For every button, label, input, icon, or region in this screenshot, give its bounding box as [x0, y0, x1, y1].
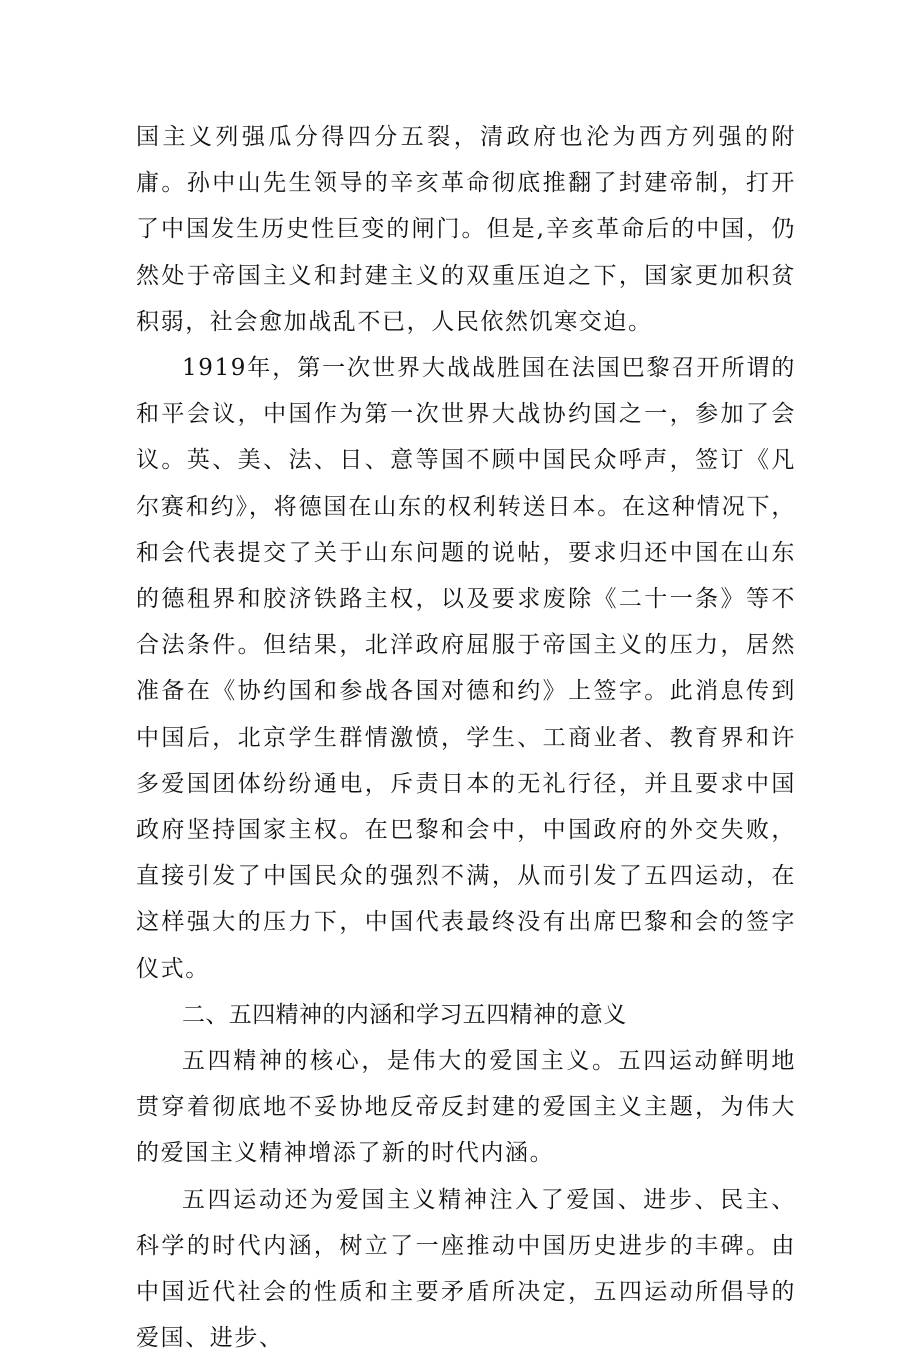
document-page	[136, 114, 796, 1361]
paragraph-1919-paris-conference: 1919年，第一次世界大战战胜国在法国巴黎召开所谓的和平会议，中国作为第一次世界大战协约国之一，参加了会议。英、美、法、日、意等国不顾中国民众呼声，签订《凡尔赛和约》，将德国在山东的权利转送日本。在这种情况下，和会代表提交了关于山东问题的说帖，要求归还中国在山东的德租界和胶济铁路主权，以及要求废除《二十一条》等不合法条件。但结果，北洋政府屈服于帝国主义的压力，居然准备在《协约国和参战各国对德和约》上签字。此消息传到中国后，北京学生群情激愤，学生、工商业者、教育界和许多爱国团体纷纷通电，斥责日本的无礼行径，并且要求中国政府坚持国家主权。在巴黎和会中，中国政府的外交失败，直接引发了中国民众的强烈不满，从而引发了五四运动，在这样强大的压力下，中国代表最终没有出席巴黎和会的签字仪式。	[136, 355, 796, 982]
paragraph-may-fourth-connotation: 五四运动还为爱国主义精神注入了爱国、进步、民主、科学的时代内涵，树立了一座推动中国历史进步的丰碑。由中国近代社会的性质和主要矛盾所决定，五四运动所倡导的爱国、进步、	[136, 1186, 796, 1352]
paragraph-continuation: 国主义列强瓜分得四分五裂，清政府也沦为西方列强的附庸。孙中山先生领导的辛亥革命彻底推翻了封建帝制，打开了中国发生历史性巨变的闸门。但是,辛亥革命后的中国，仍然处于帝国主义和封建主义的双重压迫之下，国家更加积贫积弱，社会愈加战乱不已，人民依然饥寒交迫。	[136, 124, 796, 335]
section-heading-2: 二、五四精神的内涵和学习五四精神的意义	[182, 1001, 627, 1028]
paragraph-may-fourth-core: 五四精神的核心，是伟大的爱国主义。五四运动鲜明地贯穿着彻底地不妥协地反帝反封建的爱国主义主题，为伟大的爱国主义精神增添了新的时代内涵。	[136, 1048, 796, 1167]
